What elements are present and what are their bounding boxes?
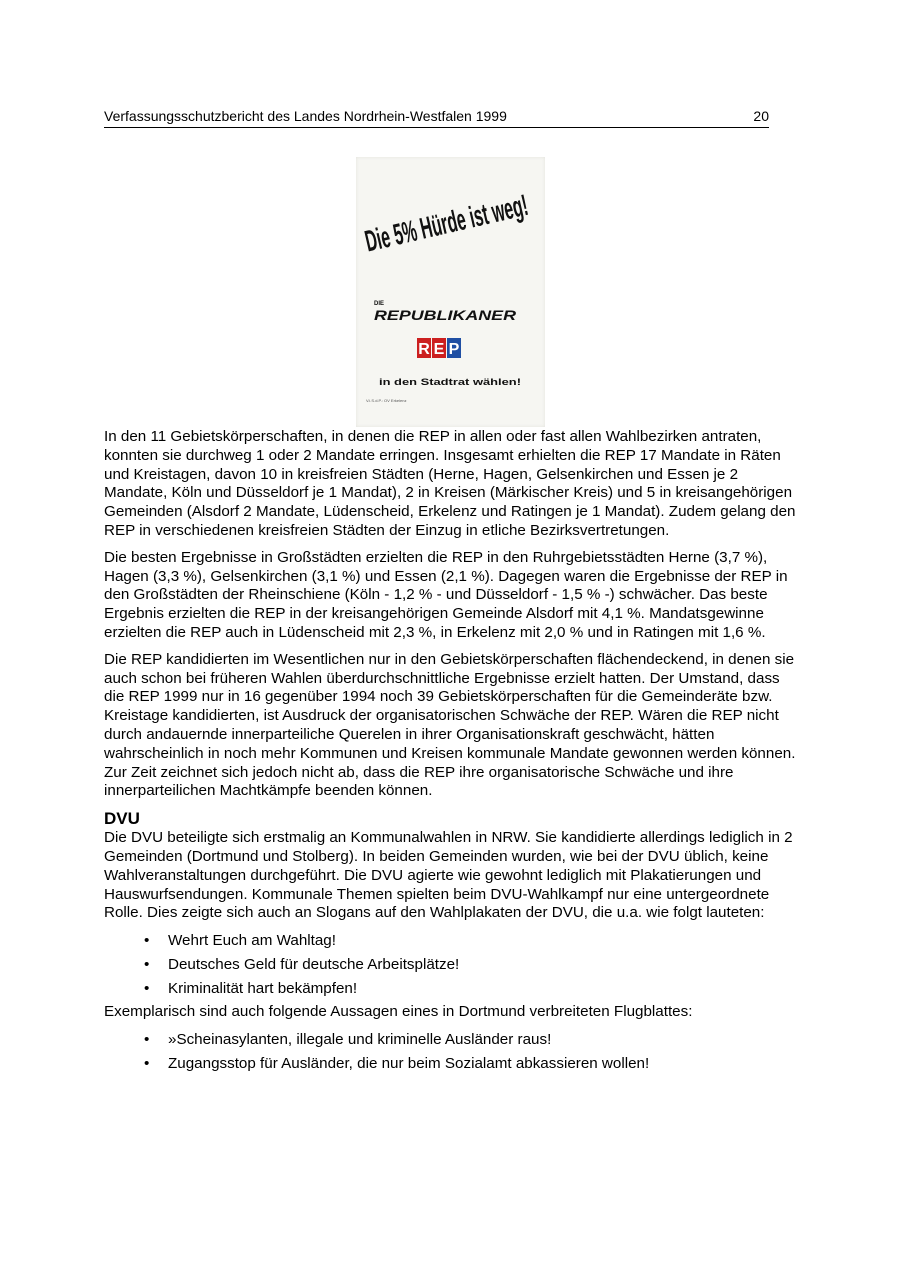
list-item [144,1030,804,1049]
paragraph-dvu: Die DVU beteiligte sich erstmalig an Kommunalwahlen in NRW. Sie kandidierte allerdings lediglich in 2 Gemeinden (Dortmund und Stolberg). In beiden Gemeinden wurden, wie bei der DVU üblich, keine Wahlveranstaltungen durchgeführt. Die DVU agierte wie gewohnt lediglich mit Plakatierungen und Hauswurfsendungen. Kommunale Themen spielten beim DVU-Wahlkampf nur eine untergeordnete Rolle. Dies zeigte sich auch an Slogans auf den Wahlplakaten der DVU, die u.a. wie folgt lauteten: [104,829,793,922]
paragraph-results: Die besten Ergebnisse in Großstädten erzielten die REP in den Ruhrgebietsstädten Herne (3,7 %), Hagen (3,3 %), Gelsenkirchen (3,1 %) und Essen (2,1 %). Dagegen waren die Ergebnisse der REP in den Großstädten der Rheinschiene (Köln - 1,2 % - und Düsseldorf - 1,5 % -) schwächer. Das beste Ergebnis erzielten die REP in der kreisangehörigen Gemeinde Alsdorf mit 4,1 %. Mandatsgewinne erzielten die REP auch in Lüdenscheid mit 2,3 %, in Erkelenz mit 2,0 % und in Ratingen mit 1,6 %. [104,548,788,641]
slogan-list [104,931,804,998]
list-item [144,979,804,998]
logo-letter-e: E [433,341,445,358]
flyer-party-name: REPUBLIKANER [374,307,518,323]
slogan-text: Deutsches Geld für deutsche Arbeitsplätze! [168,956,460,974]
flyer-party-small: DIE [374,301,385,307]
rep-logo [417,338,461,358]
flyer-headline: Die 5% Hürde ist weg! [361,155,675,259]
quote-text: »Scheinasylanten, illegale und kriminelle Ausländer raus! [168,1030,552,1048]
flyer-imprint: V.i.S.d.P.: OV Erkelenz [366,398,407,403]
logo-letter-r: R [418,341,430,358]
bullet-icon: • [144,1054,150,1072]
list-item [144,931,804,950]
rep-election-flyer-image [356,155,675,427]
flyer-quote-list [104,1030,804,1073]
page-number: 20 [753,108,769,124]
list-item [144,955,804,974]
paragraph-organization: Die REP kandidierten im Wesentlichen nur in den Gebietskörperschaften flächendeckend, in denen sie auch schon bei früheren Wahlen überdurchschnittliche Ergebnisse erzielt hatten. Der Umstand, dass die REP 1999 nur in 16 gegenüber 1994 noch 39 Gebietskörperschaften für die Gemeinderäte bzw. Kreistage kandidierten, ist Ausdruck der organisatorischen Schwäche der REP. Wären die REP nicht durch andauernde innerparteiliche Querelen in ihrer Organisationskraft geschwächt, hätten wahrscheinlich in noch mehr Kommunen und Kreisen kommunale Mandate gewonnen werden können. Zur Zeit zeichnet sich jedoch nicht ab, dass die REP ihre organisatorische Schwäche und ihre innerparteilichen Machtkämpfe beenden können. [104,650,796,800]
quote-text: Zugangsstop für Ausländer, die nur beim Sozialamt abkassieren wollen! [168,1054,650,1072]
bullet-icon: • [144,1030,150,1048]
page-header [104,107,769,128]
paragraph-flyer-intro: Exemplarisch sind auch folgende Aussagen eines in Dortmund verbreiteten Flugblattes: [104,1003,693,1021]
paragraph-mandates: In den 11 Gebietskörperschaften, in denen die REP in allen oder fast allen Wahlbezirken antraten, konnten sie durchweg 1 oder 2 Mandate erringen. Insgesamt erhielten die REP 17 Mandate in Räten und Kreistagen, davon 10 in kreisfreien Städten (Herne, Hagen, Gelsenkirchen und Essen je 2 Mandate, Köln und Düsseldorf je 1 Mandat), 2 in Kreisen (Märkischer Kreis) und 5 in kreisangehörigen Gemeinden (Alsdorf 2 Mandate, Lüdenscheid, Erkelenz und Ratingen je 1 Mandat). Zudem gelang den REP in verschiedenen kreisfreien Städten der Einzug in etliche Bezirksvertretungen. [104,428,796,539]
flyer-graphic [356,155,675,427]
logo-letter-p: P [448,341,460,358]
header-title: Verfassungsschutzbericht des Landes Nordrhein-Westfalen 1999 [104,108,507,124]
flyer-call: in den Stadtrat wählen! [379,377,521,388]
bullet-icon: • [144,980,150,998]
section-heading-dvu: DVU [104,809,140,829]
slogan-text: Kriminalität hart bekämpfen! [168,980,358,998]
page-content [104,428,804,1078]
bullet-icon: • [144,932,150,950]
bullet-icon: • [144,956,150,974]
slogan-text: Wehrt Euch am Wahltag! [168,932,336,950]
list-item [144,1054,804,1073]
